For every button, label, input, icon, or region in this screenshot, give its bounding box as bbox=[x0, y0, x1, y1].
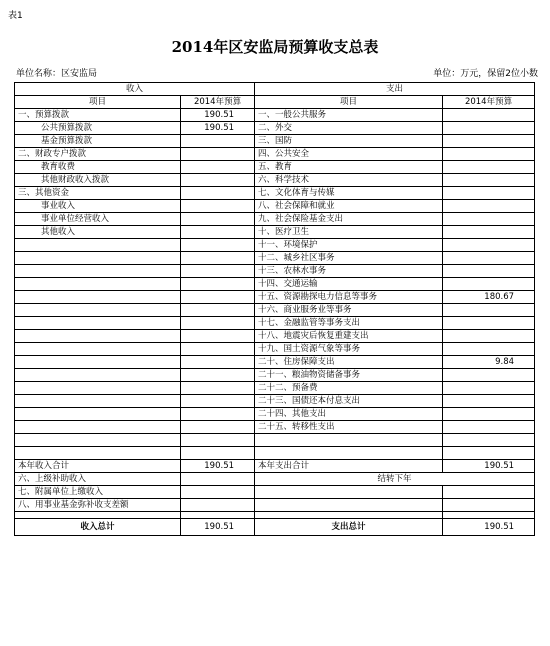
expense-item-value bbox=[443, 421, 535, 434]
income-item-label: 其他财政收入拨款 bbox=[15, 174, 181, 187]
income-item-value bbox=[181, 226, 255, 239]
table-row bbox=[15, 200, 535, 213]
table-row bbox=[15, 486, 535, 499]
subtotal-row bbox=[15, 460, 535, 473]
blank-cell bbox=[255, 447, 443, 460]
unit-note: 单位：万元，保留2位小数 bbox=[433, 69, 538, 79]
income-item-label bbox=[15, 382, 181, 395]
table-row bbox=[15, 369, 535, 382]
income-item-label: 三、其他资金 bbox=[15, 187, 181, 200]
expense-total-value: 190.51 bbox=[443, 519, 535, 536]
expense-item-label: 十三、农林水事务 bbox=[255, 265, 443, 278]
carry-forward-label: 结转下年 bbox=[255, 473, 535, 486]
income-col-item: 项目 bbox=[15, 96, 181, 109]
table-row bbox=[15, 252, 535, 265]
expense-col-budget: 2014年预算 bbox=[443, 96, 535, 109]
expense-col-item: 项目 bbox=[255, 96, 443, 109]
table-row bbox=[15, 148, 535, 161]
income-item-value bbox=[181, 317, 255, 330]
expense-item-label: 二十三、国债还本付息支出 bbox=[255, 395, 443, 408]
table-row bbox=[15, 356, 535, 369]
income-item-value bbox=[181, 382, 255, 395]
income-item-label bbox=[15, 369, 181, 382]
expense-header: 支出 bbox=[255, 83, 535, 96]
expense-item-value bbox=[443, 239, 535, 252]
expense-extra-label bbox=[255, 486, 443, 499]
income-subtotal-label: 本年收入合计 bbox=[15, 460, 181, 473]
budget-table bbox=[14, 82, 535, 536]
expense-item-value bbox=[443, 343, 535, 356]
income-item-label bbox=[15, 330, 181, 343]
spacer-row bbox=[15, 512, 535, 519]
expense-item-value bbox=[443, 369, 535, 382]
expense-item-label: 三、国防 bbox=[255, 135, 443, 148]
expense-item-label: 五、教育 bbox=[255, 161, 443, 174]
expense-item-value bbox=[443, 122, 535, 135]
income-item-label bbox=[15, 343, 181, 356]
income-total-value: 190.51 bbox=[181, 519, 255, 536]
income-item-value bbox=[181, 343, 255, 356]
expense-item-label: 二十四、其他支出 bbox=[255, 408, 443, 421]
table-row bbox=[15, 109, 535, 122]
income-item-value bbox=[181, 356, 255, 369]
table-row bbox=[15, 161, 535, 174]
table-row bbox=[15, 421, 535, 434]
income-item-value bbox=[181, 369, 255, 382]
expense-item-label: 七、文化体育与传媒 bbox=[255, 187, 443, 200]
income-item-value bbox=[181, 213, 255, 226]
income-item-label: 事业单位经营收入 bbox=[15, 213, 181, 226]
section-header-row bbox=[15, 83, 535, 96]
income-item-value bbox=[181, 200, 255, 213]
table-row bbox=[15, 382, 535, 395]
income-item-label bbox=[15, 278, 181, 291]
expense-extra-label bbox=[255, 499, 443, 512]
table-row bbox=[15, 122, 535, 135]
expense-item-label: 十二、城乡社区事务 bbox=[255, 252, 443, 265]
income-extra-value bbox=[181, 499, 255, 512]
expense-extra-value bbox=[443, 486, 535, 499]
table-row bbox=[15, 265, 535, 278]
income-item-value bbox=[181, 265, 255, 278]
expense-item-value bbox=[443, 161, 535, 174]
income-item-value: 190.51 bbox=[181, 122, 255, 135]
expense-item-value bbox=[443, 187, 535, 200]
income-item-label bbox=[15, 265, 181, 278]
expense-item-label: 二十、住房保障支出 bbox=[255, 356, 443, 369]
expense-item-label: 八、社会保障和就业 bbox=[255, 200, 443, 213]
table-row bbox=[15, 343, 535, 356]
table-row bbox=[15, 174, 535, 187]
income-item-value bbox=[181, 252, 255, 265]
income-item-label: 其他收入 bbox=[15, 226, 181, 239]
table-row bbox=[15, 304, 535, 317]
table-row bbox=[15, 213, 535, 226]
expense-item-value bbox=[443, 408, 535, 421]
income-item-label: 二、财政专户拨款 bbox=[15, 148, 181, 161]
blank-cell bbox=[15, 434, 181, 447]
table-row bbox=[15, 317, 535, 330]
income-item-label bbox=[15, 317, 181, 330]
income-item-value bbox=[181, 291, 255, 304]
blank-cell bbox=[443, 447, 535, 460]
income-item-value bbox=[181, 304, 255, 317]
blank-cell bbox=[255, 512, 443, 519]
page-title: 2014年区安监局预算收支总表 bbox=[171, 38, 379, 56]
expense-subtotal-label: 本年支出合计 bbox=[255, 460, 443, 473]
income-item-label bbox=[15, 408, 181, 421]
table-row bbox=[15, 278, 535, 291]
expense-item-value bbox=[443, 382, 535, 395]
blank-cell bbox=[181, 434, 255, 447]
income-extra-label: 八、用事业基金弥补收支差额 bbox=[15, 499, 181, 512]
income-item-value bbox=[181, 187, 255, 200]
income-item-label bbox=[15, 252, 181, 265]
expense-item-value bbox=[443, 109, 535, 122]
expense-item-value bbox=[443, 265, 535, 278]
expense-item-value bbox=[443, 252, 535, 265]
expense-extra-value bbox=[443, 499, 535, 512]
income-extra-value bbox=[181, 486, 255, 499]
expense-item-label: 二十五、转移性支出 bbox=[255, 421, 443, 434]
income-item-value bbox=[181, 278, 255, 291]
expense-item-value bbox=[443, 148, 535, 161]
expense-item-label: 十六、商业服务业等事务 bbox=[255, 304, 443, 317]
expense-total-label: 支出总计 bbox=[255, 519, 443, 536]
income-extra-value bbox=[181, 473, 255, 486]
expense-item-value bbox=[443, 317, 535, 330]
column-header-row bbox=[15, 96, 535, 109]
expense-item-label: 十四、交通运输 bbox=[255, 278, 443, 291]
expense-item-label: 二、外交 bbox=[255, 122, 443, 135]
expense-item-label: 一、一般公共服务 bbox=[255, 109, 443, 122]
table-tag: 表1 bbox=[8, 11, 23, 21]
income-item-value bbox=[181, 395, 255, 408]
income-item-label: 教育收费 bbox=[15, 161, 181, 174]
expense-item-value bbox=[443, 330, 535, 343]
expense-item-value: 9.84 bbox=[443, 356, 535, 369]
income-item-value bbox=[181, 174, 255, 187]
expense-item-value: 180.67 bbox=[443, 291, 535, 304]
expense-item-label: 二十一、粮油物资储备事务 bbox=[255, 369, 443, 382]
income-item-label: 事业收入 bbox=[15, 200, 181, 213]
expense-item-label: 四、公共安全 bbox=[255, 148, 443, 161]
expense-item-value bbox=[443, 304, 535, 317]
blank-row bbox=[15, 447, 535, 460]
expense-item-label: 十八、地震灾后恢复重建支出 bbox=[255, 330, 443, 343]
expense-item-label: 二十二、预备费 bbox=[255, 382, 443, 395]
expense-subtotal-value: 190.51 bbox=[443, 460, 535, 473]
income-item-value bbox=[181, 161, 255, 174]
expense-item-value bbox=[443, 226, 535, 239]
blank-cell bbox=[181, 447, 255, 460]
expense-item-value bbox=[443, 174, 535, 187]
income-item-label: 基金预算拨款 bbox=[15, 135, 181, 148]
income-item-label bbox=[15, 395, 181, 408]
income-subtotal-value: 190.51 bbox=[181, 460, 255, 473]
table-row bbox=[15, 239, 535, 252]
income-extra-label: 七、附属单位上缴收入 bbox=[15, 486, 181, 499]
income-item-label bbox=[15, 304, 181, 317]
table-row bbox=[15, 408, 535, 421]
table-row bbox=[15, 187, 535, 200]
total-row bbox=[15, 519, 535, 536]
expense-item-label: 六、科学技术 bbox=[255, 174, 443, 187]
table-row bbox=[15, 291, 535, 304]
income-col-budget: 2014年预算 bbox=[181, 96, 255, 109]
income-item-label bbox=[15, 239, 181, 252]
income-total-label: 收入总计 bbox=[15, 519, 181, 536]
income-item-value bbox=[181, 330, 255, 343]
income-header: 收入 bbox=[15, 83, 255, 96]
table-row bbox=[15, 226, 535, 239]
income-item-label: 一、预算拨款 bbox=[15, 109, 181, 122]
income-item-value bbox=[181, 135, 255, 148]
income-item-value bbox=[181, 421, 255, 434]
table-row bbox=[15, 395, 535, 408]
income-item-value bbox=[181, 408, 255, 421]
table-row bbox=[15, 473, 535, 486]
expense-item-label: 十五、资源勘探电力信息等事务 bbox=[255, 291, 443, 304]
expense-item-value bbox=[443, 135, 535, 148]
expense-item-label: 九、社会保险基金支出 bbox=[255, 213, 443, 226]
income-item-label: 公共预算拨款 bbox=[15, 122, 181, 135]
expense-item-label: 十、医疗卫生 bbox=[255, 226, 443, 239]
blank-cell bbox=[443, 512, 535, 519]
blank-row bbox=[15, 434, 535, 447]
blank-cell bbox=[255, 434, 443, 447]
unit-name: 单位名称：区安监局 bbox=[16, 69, 98, 79]
blank-cell bbox=[443, 434, 535, 447]
table-row bbox=[15, 135, 535, 148]
blank-cell bbox=[15, 512, 181, 519]
blank-cell bbox=[15, 447, 181, 460]
income-item-label bbox=[15, 291, 181, 304]
income-item-label bbox=[15, 421, 181, 434]
income-extra-label: 六、上级补助收入 bbox=[15, 473, 181, 486]
budget-table-body bbox=[15, 83, 535, 536]
blank-cell bbox=[181, 512, 255, 519]
table-row bbox=[15, 499, 535, 512]
income-item-value: 190.51 bbox=[181, 109, 255, 122]
expense-item-label: 十七、金融监管等事务支出 bbox=[255, 317, 443, 330]
income-item-value bbox=[181, 239, 255, 252]
expense-item-value bbox=[443, 213, 535, 226]
expense-item-label: 十一、环境保护 bbox=[255, 239, 443, 252]
income-item-value bbox=[181, 148, 255, 161]
table-row bbox=[15, 330, 535, 343]
expense-item-value bbox=[443, 200, 535, 213]
expense-item-value bbox=[443, 395, 535, 408]
income-item-label bbox=[15, 356, 181, 369]
expense-item-value bbox=[443, 278, 535, 291]
expense-item-label: 十九、国土资源气象等事务 bbox=[255, 343, 443, 356]
